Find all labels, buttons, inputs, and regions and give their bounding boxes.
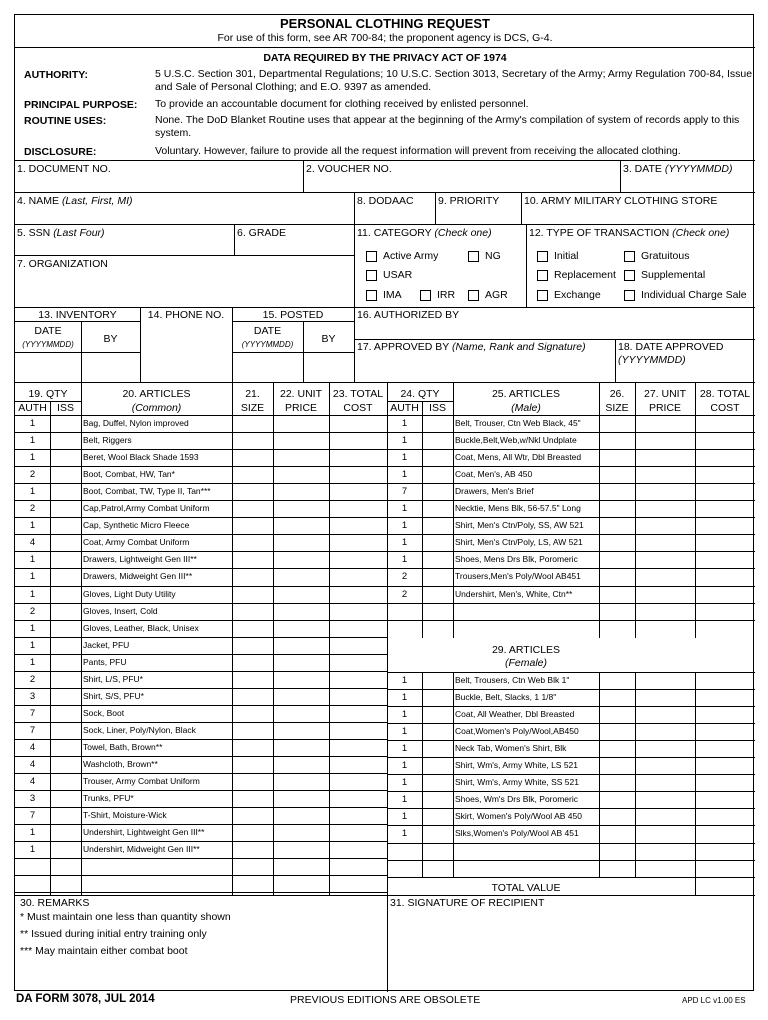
remarks-line-2: ** Issued during initial entry training only (20, 928, 207, 940)
female-article-article-name: Belt, Trousers, Ctn Web Blk 1" (455, 675, 570, 685)
name-format: (Last, First, MI) (61, 195, 133, 207)
common-article-issued-input[interactable] (51, 638, 80, 653)
common-article-issued-input[interactable] (51, 774, 80, 789)
left-total-cost-header: 23. TOTAL (332, 388, 384, 400)
common-article-auth-qty: 7 (29, 810, 36, 822)
checkbox-ng[interactable] (468, 251, 479, 262)
common-article-article-name: Towel, Bath, Brown** (83, 741, 163, 752)
common-article-auth-qty: 1 (29, 571, 36, 583)
transaction-initial-label: Initial (554, 250, 579, 262)
date-approved-input[interactable] (617, 367, 753, 381)
inventory-date-format: (YYYYMMDD) (22, 340, 74, 349)
grade-input[interactable] (236, 239, 352, 254)
common-article-article-name: Trouser, Army Combat Uniform (83, 776, 200, 787)
date-approved-label: 18. DATE APPROVED (618, 341, 724, 353)
left-unit-price-header: 22. UNIT (279, 388, 322, 400)
male-article-issued-input[interactable] (423, 501, 452, 516)
male-article-article-name: Belt, Trouser, Ctn Web Black, 45" (455, 418, 581, 428)
organization-label: 7. ORGANIZATION (17, 258, 108, 270)
transaction-replacement-label: Replacement (554, 269, 616, 281)
common-article-auth-qty: 2 (29, 469, 36, 481)
checkbox-ima[interactable] (366, 290, 377, 301)
male-article-issued-input[interactable] (423, 604, 452, 619)
common-article-issued-input[interactable] (51, 655, 80, 670)
right-articles-sub: (Male) (511, 402, 541, 414)
approved-by-label: 17. APPROVED BY (357, 341, 450, 353)
female-article-article-name: Shoes, Wm's Drs Blk, Poromeric (455, 794, 579, 805)
left-articles-sub: (Common) (131, 402, 182, 414)
common-article-article-name: Gloves, Insert, Cold (83, 605, 158, 616)
transaction-label: 12. TYPE OF TRANSACTION (529, 227, 670, 239)
female-article-auth-qty: 1 (401, 794, 408, 806)
common-article-article-name: Undershirt, Lightweight Gen III** (83, 827, 205, 838)
male-article-article-name: Shirt, Men's Ctn/Poly, SS, AW 521 (455, 520, 584, 531)
male-article-auth-qty: 1 (401, 469, 408, 481)
common-article-article-name: Cap, Synthetic Micro Fleece (83, 520, 190, 531)
remarks-input[interactable] (17, 960, 385, 990)
document-no-label: 1. DOCUMENT NO. (17, 163, 111, 175)
name-input[interactable] (16, 207, 352, 223)
inventory-date-input[interactable] (16, 354, 80, 381)
posted-by-label: BY (321, 333, 336, 345)
checkbox-irr[interactable] (420, 290, 431, 301)
common-article-auth-qty: 1 (29, 452, 36, 464)
female-article-issued-input[interactable] (423, 792, 452, 807)
male-article-auth-qty: 7 (401, 486, 408, 498)
signature-label: 31. SIGNATURE OF RECIPIENT (390, 897, 545, 909)
common-article-article-name: Boot, Combat, TW, Type II, Tan*** (83, 486, 211, 497)
authorized-by-input[interactable] (356, 321, 753, 338)
male-article-issued-input[interactable] (423, 518, 452, 533)
common-article-auth-qty: 2 (29, 605, 36, 617)
common-article-issued-input[interactable] (51, 450, 80, 465)
posted-label: 15. POSTED (262, 309, 324, 321)
ssn-input[interactable] (16, 239, 232, 254)
common-article-article-name: Drawers, Midweight Gen III** (83, 571, 193, 582)
male-article-article-name: Trousers,Men's Poly/Wool AB451 (455, 571, 581, 582)
female-article-issued-input[interactable] (423, 809, 452, 824)
male-article-auth-qty: 1 (401, 435, 408, 447)
signature-input[interactable] (389, 911, 753, 990)
category-ima-label: IMA (383, 289, 402, 301)
authority-text-2: and Sale of Personal Clothing; and E.O. 9397 as amended. (155, 81, 432, 93)
inventory-by-input[interactable] (82, 354, 139, 381)
female-article-article-name: Skirt, Women's Poly/Wool AB 450 (455, 811, 582, 822)
remarks-line-3: *** May maintain either combat boot (20, 945, 188, 957)
male-article-article-name: Shirt, Men's Ctn/Poly, LS, AW 521 (455, 537, 583, 548)
common-article-article-name: Boot, Combat, HW, Tan* (83, 469, 175, 480)
common-article-auth-qty: 1 (29, 418, 36, 429)
common-article-auth-qty: 1 (29, 588, 36, 600)
female-article-auth-qty: 1 (401, 811, 408, 823)
common-article-issued-input[interactable] (51, 740, 80, 755)
male-article-issued-input[interactable] (423, 552, 452, 567)
voucher-no-input[interactable] (305, 175, 618, 191)
female-article-article-name: Neck Tab, Women's Shirt, Blk (455, 743, 567, 754)
checkbox-usar[interactable] (366, 270, 377, 281)
transaction-gratuitous-label: Gratuitous (641, 250, 690, 262)
dodaac-label: 8. DODAAC (357, 195, 414, 207)
common-article-article-name: Coat, Army Combat Uniform (83, 537, 190, 548)
remarks-line-1: * Must maintain one less than quantity shown (20, 911, 231, 923)
left-total-cost-header-2: COST (343, 402, 373, 414)
priority-input[interactable] (437, 207, 520, 223)
male-article-article-name: Necktie, Mens Blk, 56-57.5" Long (455, 503, 581, 514)
common-article-auth-qty: 1 (29, 827, 36, 839)
common-article-issued-input[interactable] (51, 604, 80, 619)
right-articles-header: 25. ARTICLES (491, 388, 561, 400)
female-articles-sub: (Female) (504, 657, 547, 669)
female-article-article-name: Shirt, Wm's, Army White, LS 521 (455, 760, 579, 771)
common-article-article-name: Sock, Liner, Poly/Nylon, Black (83, 724, 196, 735)
common-article-article-name: Drawers, Lightweight Gen III** (83, 554, 197, 565)
left-size-header-2: SIZE (240, 402, 265, 414)
approved-by-input[interactable] (356, 355, 614, 381)
grade-label: 6. GRADE (237, 227, 287, 239)
checkbox-initial[interactable] (537, 251, 548, 262)
ssn-format: (Last Four) (53, 227, 105, 239)
common-article-auth-qty: 7 (29, 707, 36, 719)
female-article-issued-input[interactable] (423, 844, 452, 859)
common-article-auth-qty: 1 (29, 520, 36, 532)
right-iss-header: ISS (429, 402, 446, 414)
common-article-auth-qty: 4 (29, 741, 36, 753)
form-subtitle: For use of this form, see AR 700-84; the proponent agency is DCS, G-4. (217, 32, 553, 44)
checkbox-exchange[interactable] (537, 290, 548, 301)
store-input[interactable] (523, 207, 753, 223)
form-title: PERSONAL CLOTHING REQUEST (280, 16, 490, 31)
common-article-auth-qty: 1 (29, 486, 36, 498)
transaction-individual-charge-sale-label: Individual Charge Sale (641, 289, 747, 301)
female-article-auth-qty: 1 (401, 726, 408, 738)
male-article-issued-input[interactable] (423, 450, 452, 465)
male-article-auth-qty: 1 (401, 503, 408, 515)
remarks-label: 30. REMARKS (20, 897, 90, 909)
common-article-article-name: T-Shirt, Moisture-Wick (83, 810, 167, 821)
date-label: 3. DATE (623, 163, 662, 175)
female-article-auth-qty: 1 (401, 760, 408, 772)
category-label: 11. CATEGORY (357, 227, 432, 239)
transaction-supplemental-label: Supplemental (641, 269, 706, 281)
right-auth-header: AUTH (390, 402, 419, 414)
female-article-issued-input[interactable] (423, 673, 452, 688)
routine-text-1: None. The DoD Blanket Routine uses that appear at the beginning of the Army's compilation of system of records apply to this (155, 114, 740, 126)
common-article-issued-input[interactable] (51, 791, 80, 806)
total-value-input[interactable] (696, 878, 754, 893)
male-article-issued-input[interactable] (423, 535, 452, 550)
common-article-auth-qty: 4 (29, 537, 36, 549)
common-article-article-name: Belt, Riggers (83, 435, 132, 446)
male-article-auth-qty: 2 (401, 571, 408, 583)
checkbox-individual-charge-sale[interactable] (624, 290, 635, 301)
common-article-issued-input[interactable] (51, 859, 80, 874)
common-article-issued-input[interactable] (51, 689, 80, 704)
posted-by-input[interactable] (305, 354, 353, 381)
disclosure-text: Voluntary. However, failure to provide all the request information will prevent from receiving the allocated clothing. (155, 145, 681, 157)
clothing-request-form (14, 14, 754, 991)
common-article-article-name: Gloves, Light Duty Utility (83, 588, 176, 599)
document-no-input[interactable] (16, 175, 301, 191)
priority-label: 9. PRIORITY (438, 195, 500, 207)
male-article-issued-input[interactable] (423, 587, 452, 602)
inventory-label: 13. INVENTORY (38, 309, 117, 321)
male-article-issued-input[interactable] (423, 569, 452, 584)
category-active-army-label: Active Army (383, 250, 439, 262)
common-article-auth-qty: 2 (29, 503, 36, 515)
female-article-issued-input[interactable] (423, 690, 452, 705)
female-article-article-name: Buckle, Belt, Slacks, 1 1/8" (455, 692, 557, 703)
male-article-auth-qty: 1 (401, 418, 408, 429)
male-article-issued-input[interactable] (423, 433, 452, 448)
authority-text-1: 5 U.S.C. Section 301, Departmental Regulations; 10 U.S.C. Section 3013, Secretary of the Army; Army Regulation 700-84, Issue (155, 68, 753, 80)
category-irr-label: IRR (437, 289, 456, 301)
female-article-auth-qty: 1 (401, 692, 408, 704)
male-article-article-name: Coat, Men's, AB 450 (455, 469, 533, 480)
common-article-issued-input[interactable] (51, 825, 80, 840)
common-article-article-name: Shirt, S/S, PFU* (83, 690, 144, 701)
store-label: 10. ARMY MILITARY CLOTHING STORE (524, 195, 718, 207)
category-agr-label: AGR (485, 289, 508, 301)
common-article-issued-input[interactable] (51, 416, 80, 431)
common-article-issued-input[interactable] (51, 467, 80, 482)
voucher-no-label: 2. VOUCHER NO. (306, 163, 392, 175)
posted-date-input[interactable] (234, 354, 302, 381)
left-size-header: 21. (245, 388, 260, 400)
right-total-cost-header-2: COST (710, 402, 740, 414)
common-article-article-name: Bag, Duffel, Nylon improved (83, 418, 189, 428)
female-article-article-name: Coat, All Weather, Dbl Breasted (455, 709, 575, 720)
female-article-auth-qty: 1 (401, 743, 408, 755)
common-article-article-name: Trunks, PFU* (83, 793, 134, 804)
common-article-article-name: Jacket, PFU (83, 639, 130, 650)
female-article-auth-qty: 1 (401, 777, 408, 789)
common-article-auth-qty: 3 (29, 793, 36, 805)
common-article-auth-qty: 4 (29, 776, 36, 788)
common-article-issued-input[interactable] (51, 723, 80, 738)
female-article-issued-input[interactable] (423, 775, 452, 790)
checkbox-gratuitous[interactable] (624, 251, 635, 262)
version-label: APD LC v1.00 ES (682, 996, 746, 1005)
inventory-date-label: DATE (34, 325, 62, 337)
common-article-auth-qty: 2 (29, 673, 36, 685)
right-qty-header: 24. QTY (400, 388, 440, 400)
male-article-article-name: Coat, Mens, All Wtr, Dbl Breasted (455, 452, 582, 463)
female-article-issued-input[interactable] (423, 861, 452, 876)
male-article-auth-qty: 1 (401, 554, 408, 566)
male-article-issued-input[interactable] (423, 467, 452, 482)
common-article-issued-input[interactable] (51, 808, 80, 823)
common-article-article-name: Shirt, L/S, PFU* (83, 673, 143, 684)
common-article-issued-input[interactable] (51, 587, 80, 602)
right-unit-price-header: 27. UNIT (643, 388, 686, 400)
approved-by-format: (Name, Rank and Signature) (451, 341, 586, 353)
male-article-issued-input[interactable] (423, 484, 452, 499)
privacy-title: DATA REQUIRED BY THE PRIVACY ACT OF 1974 (263, 52, 507, 64)
common-article-article-name: Gloves, Leather, Black, Unisex (83, 622, 199, 633)
right-size-header: 26. (609, 388, 625, 400)
category-usar-label: USAR (383, 269, 413, 281)
common-article-issued-input[interactable] (51, 484, 80, 499)
male-article-auth-qty: 1 (401, 537, 408, 549)
common-article-auth-qty: 1 (29, 639, 36, 651)
purpose-label: PRINCIPAL PURPOSE: (24, 99, 138, 111)
female-article-issued-input[interactable] (423, 707, 452, 722)
left-qty-header: 19. QTY (28, 388, 68, 400)
right-unit-price-header-2: PRICE (648, 402, 682, 414)
category-check-one: (Check one) (434, 227, 492, 239)
female-article-article-name: Coat,Women's Poly/Wool,AB450 (455, 726, 579, 737)
male-article-auth-qty: 1 (401, 520, 408, 532)
common-article-auth-qty: 3 (29, 690, 36, 702)
posted-date-format: (YYYYMMDD) (241, 340, 294, 349)
total-value-label: TOTAL VALUE (491, 882, 561, 894)
date-approved-format: (YYYYMMDD) (618, 354, 686, 366)
date-format: (YYYYMMDD) (664, 163, 733, 175)
ssn-label: 5. SSN (17, 227, 51, 239)
common-article-issued-input[interactable] (51, 518, 80, 533)
common-article-issued-input[interactable] (51, 706, 80, 721)
disclosure-label: DISCLOSURE: (24, 146, 97, 158)
right-size-header-2: SIZE (605, 402, 629, 414)
checkbox-replacement[interactable] (537, 270, 548, 281)
common-article-auth-qty: 1 (29, 554, 36, 566)
left-auth-header: AUTH (18, 402, 47, 414)
female-article-issued-input[interactable] (423, 758, 452, 773)
phone-label: 14. PHONE NO. (147, 309, 225, 321)
female-article-auth-qty: 1 (401, 828, 408, 840)
checkbox-agr[interactable] (468, 290, 479, 301)
female-article-auth-qty: 1 (401, 675, 408, 686)
common-article-auth-qty: 7 (29, 724, 36, 736)
common-article-article-name: Beret, Wool Black Shade 1593 (83, 452, 199, 463)
female-article-issued-input[interactable] (423, 826, 452, 841)
common-article-auth-qty: 1 (29, 622, 36, 634)
transaction-check-one: (Check one) (672, 227, 730, 239)
left-articles-header: 20. ARTICLES (122, 388, 191, 400)
left-iss-header: ISS (57, 402, 74, 414)
male-article-article-name: Buckle,Belt,Web,w/Nkl Undplate (455, 435, 577, 446)
common-article-issued-input[interactable] (51, 876, 80, 891)
common-article-issued-input[interactable] (51, 552, 80, 567)
common-article-article-name: Undershirt, Midweight Gen III** (83, 844, 200, 855)
common-article-article-name: Sock, Boot (83, 707, 125, 718)
common-article-issued-input[interactable] (51, 842, 80, 857)
posted-date-label: DATE (253, 325, 282, 337)
male-article-issued-input[interactable] (423, 416, 452, 431)
checkbox-active-army[interactable] (366, 251, 377, 262)
transaction-exchange-label: Exchange (554, 289, 601, 301)
common-article-auth-qty: 4 (29, 759, 36, 770)
female-article-article-name: Shirt, Wm's, Army White, SS 521 (455, 777, 579, 788)
common-article-article-name: Pants, PFU (83, 656, 127, 667)
common-article-auth-qty: 1 (29, 435, 36, 447)
female-article-auth-qty: 1 (401, 709, 408, 721)
authorized-by-label: 16. AUTHORIZED BY (357, 309, 460, 321)
right-total-cost-header: 28. TOTAL (699, 388, 751, 400)
date-input[interactable] (622, 175, 752, 191)
common-article-issued-input[interactable] (51, 433, 80, 448)
inventory-by-label: BY (103, 333, 118, 345)
purpose-text: To provide an accountable document for clothing received by enlisted personnel. (155, 98, 529, 110)
category-ng-label: NG (485, 250, 501, 262)
female-articles-header: 29. ARTICLES (491, 644, 561, 656)
common-article-article-name: Cap,Patrol,Army Combat Uniform (83, 503, 210, 514)
routine-text-2: system. (155, 127, 192, 139)
routine-label: ROUTINE USES: (24, 115, 107, 127)
authority-label: AUTHORITY: (24, 69, 88, 81)
common-article-article-name: Washcloth, Brown** (83, 759, 158, 769)
common-article-issued-input[interactable] (51, 535, 80, 550)
dodaac-input[interactable] (356, 207, 433, 223)
male-article-auth-qty: 1 (401, 452, 408, 464)
common-article-issued-input[interactable] (51, 569, 80, 584)
name-label: 4. NAME (17, 195, 60, 207)
form-id: DA FORM 3078, JUL 2014 (16, 993, 155, 1005)
female-article-article-name: Slks,Women's Poly/Wool AB 451 (455, 828, 579, 839)
female-article-issued-input[interactable] (423, 724, 452, 739)
male-article-auth-qty: 2 (401, 588, 408, 600)
obsolete-note: PREVIOUS EDITIONS ARE OBSOLETE (290, 994, 481, 1006)
common-article-issued-input[interactable] (51, 757, 80, 772)
male-article-article-name: Drawers, Men's Brief (455, 486, 534, 497)
male-article-article-name: Undershirt, Men's, White, Ctn** (455, 588, 573, 599)
common-article-auth-qty: 1 (29, 844, 36, 856)
female-article-issued-input[interactable] (423, 741, 452, 756)
common-article-auth-qty: 1 (29, 656, 36, 668)
common-article-issued-input[interactable] (51, 621, 80, 636)
phone-input[interactable] (142, 322, 231, 380)
common-article-issued-input[interactable] (51, 501, 80, 516)
left-unit-price-header-2: PRICE (284, 402, 318, 414)
organization-input[interactable] (16, 271, 352, 306)
checkbox-supplemental[interactable] (624, 270, 635, 281)
common-article-issued-input[interactable] (51, 672, 80, 687)
male-article-article-name: Shoes, Mens Drs Blk, Poromeric (455, 554, 578, 565)
